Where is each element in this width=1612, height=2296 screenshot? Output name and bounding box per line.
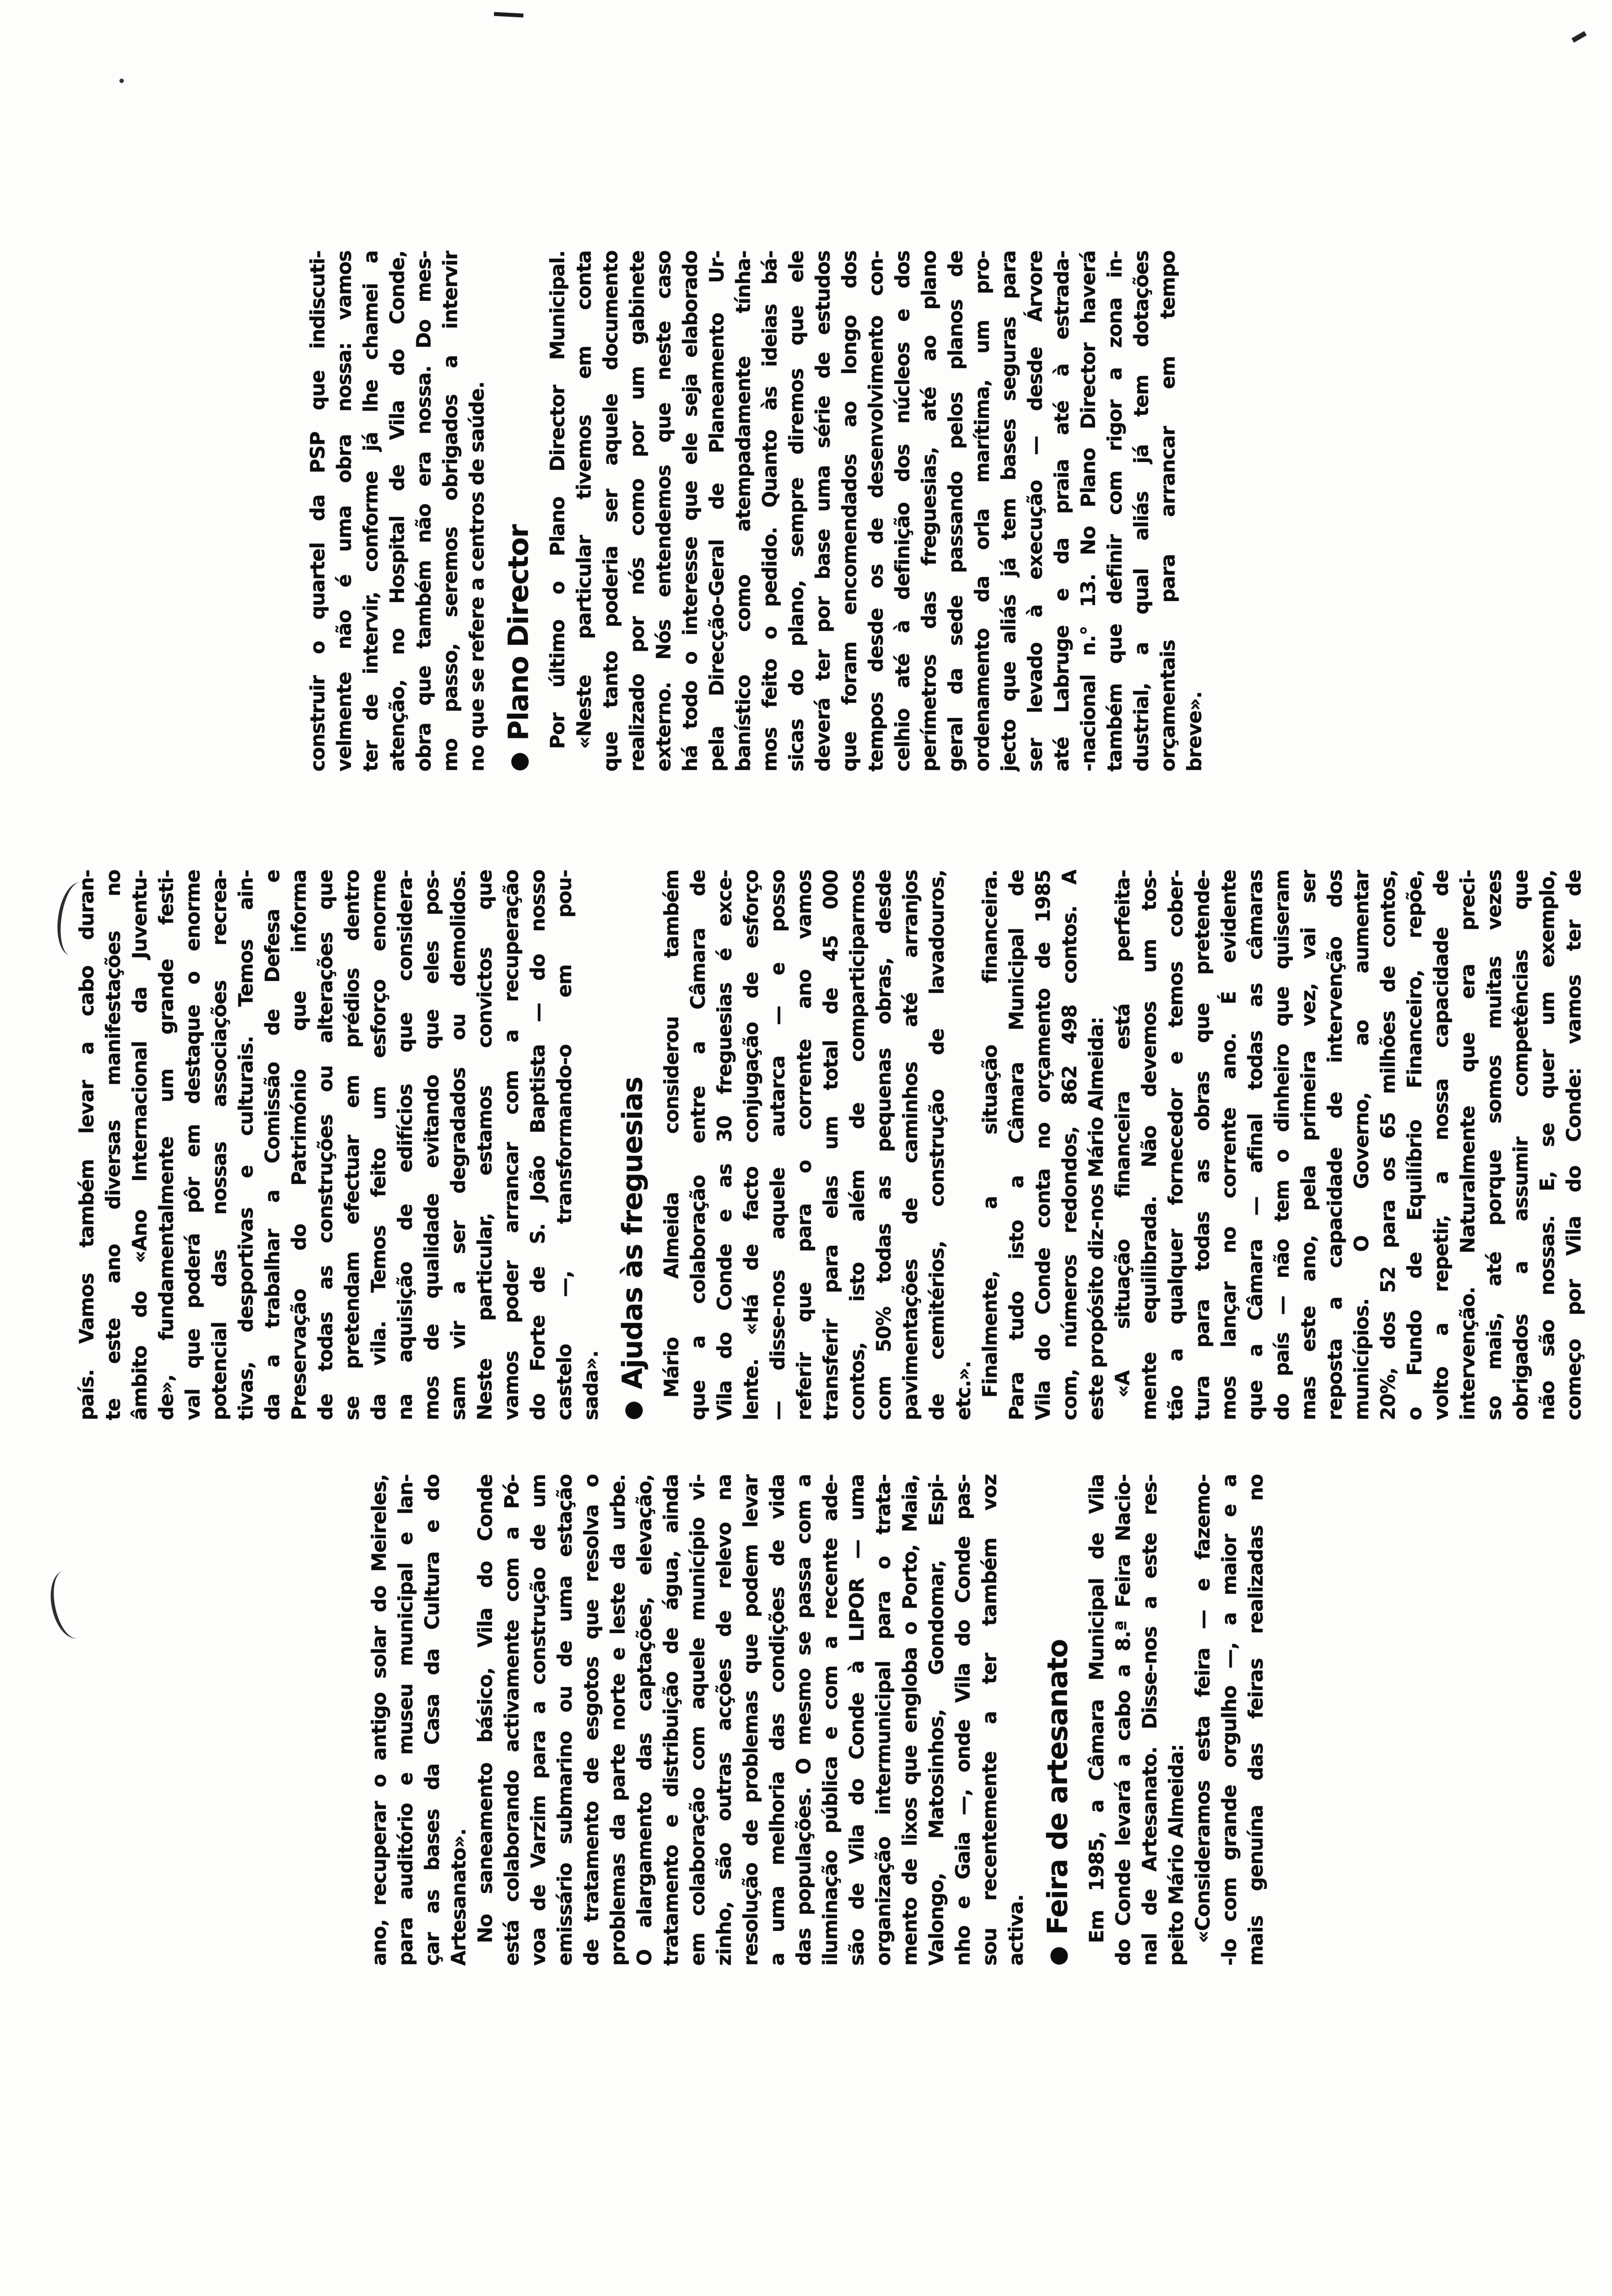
- text-line: mento de lixos que engloba o Porto, Maia,: [899, 1474, 921, 1966]
- text-line: vamos poder arrancar com a recuperação: [500, 870, 523, 1420]
- text-line: que foram encomendados ao longo dos: [838, 251, 861, 772]
- text-line: iluminação pública e com a recente ade-: [819, 1474, 842, 1966]
- text-line: a uma melhoria das condições de vida: [766, 1474, 789, 1966]
- text-line: até Labruge e da praia até à estrada-: [1051, 251, 1073, 772]
- text-line: está colaborando activamente com a Pó-: [501, 1474, 523, 1966]
- text-line: banístico como atempadamente tínha-: [732, 251, 755, 772]
- paragraph: [977, 870, 1110, 1420]
- text-line: organização intermunicipal para o trata-: [872, 1474, 895, 1966]
- section-heading: [1042, 1474, 1075, 1966]
- text-line: de tratamento de esgotos que resolva o: [580, 1474, 603, 1966]
- text-line: começo por Vila do Conde: vamos ter de: [1563, 870, 1585, 1420]
- text-line: mais genuína das feiras realizadas no: [1245, 1474, 1267, 1966]
- text-line: Neste particular, estamos convictos que: [474, 870, 496, 1420]
- text-line: O alargamento das captações, elevação,: [633, 1474, 656, 1966]
- text-line: çar as bases da Casa da Cultura e do: [421, 1474, 444, 1966]
- text-line: Mário Almeida considerou também: [661, 870, 683, 1398]
- text-line: 20%, dos 52 para os 65 milhões de contos,: [1377, 870, 1400, 1420]
- text-line: Artesanato».: [448, 1829, 470, 1966]
- text-line: «Neste particular tivemos em conta: [573, 251, 596, 749]
- text-line: castelo —, transformando-o em pou-: [553, 870, 576, 1420]
- text-line: sou recentemente a ter também voz: [979, 1474, 1001, 1966]
- text-line: so mais, até porque somos muitas vezes: [1483, 870, 1506, 1420]
- text-line: mo passo, seremos obrigados a intervir: [439, 251, 462, 772]
- text-line: celhio até à definição dos núcleos e dos: [892, 251, 914, 772]
- text-line: sada».: [580, 1350, 603, 1420]
- text-line: lente. «Há de facto conjugação de esforço: [740, 870, 763, 1420]
- text-line: do Conde levará a cabo a 8.ª Feira Nacio-: [1112, 1474, 1135, 1966]
- paragraph: [472, 1474, 1030, 1966]
- text-line: mos feito o pedido. Quanto às ideias bá-: [759, 251, 781, 772]
- text-line: peito Mário Almeida:: [1165, 1744, 1188, 1966]
- text-line: este propósito diz-nos Mário Almeida:: [1085, 1017, 1108, 1420]
- text-line: deverá ter por base uma série de estudos: [812, 251, 835, 772]
- text-line: municípios. O Governo, ao aumentar: [1351, 870, 1373, 1420]
- text-line: — disse-nos aquele autarca — e posso: [767, 870, 789, 1420]
- text-line: para auditório e museu municipal e lan-: [395, 1474, 417, 1966]
- text-line: volto a repetir, a nossa capacidade de: [1430, 870, 1453, 1420]
- text-line: obrigados a assumir competências que: [1510, 870, 1532, 1420]
- text-line: perímetros das freguesias, até ao plano: [918, 251, 941, 772]
- text-line: No saneamento básico, Vila do Conde: [474, 1474, 497, 1943]
- text-line: Vila do Conde e as 30 freguesias é exce-: [714, 870, 736, 1420]
- text-line: há todo o interesse que ele seja elaborado: [679, 251, 702, 772]
- section-heading: [503, 251, 536, 772]
- text-line: país. Vamos também levar a cabo duran-: [76, 870, 98, 1420]
- text-line: realizado por nós como por um gabinete: [626, 251, 649, 772]
- text-line: contos, isto além de comparticiparmos: [846, 870, 869, 1420]
- text-line: velmente não é uma obra nossa: vamos: [333, 251, 356, 772]
- text-line: tão a qualquer fornecedor e temos cober-: [1165, 870, 1187, 1420]
- bullet-icon: ●: [1044, 1946, 1070, 1966]
- text-line: Por último o Plano Director Municipal.: [547, 251, 569, 749]
- text-line: problemas da parte norte e leste da urbe.: [607, 1474, 630, 1966]
- text-line: Em 1985, a Câmara Municipal de Vila: [1086, 1474, 1108, 1943]
- paragraph: [74, 870, 604, 1420]
- text-line: «Consideramos esta feira — e fazemo-: [1192, 1474, 1214, 1943]
- text-line: que a colaboração entre a Câmara de: [687, 870, 710, 1420]
- text-line: breve».: [1183, 691, 1206, 772]
- text-line: potencial das nossas associações recrea-: [208, 870, 231, 1420]
- text-line: não são nossas. E, se quer um exemplo,: [1536, 870, 1559, 1420]
- text-line: pela Direcção-Geral de Planeamento Ur-: [706, 251, 728, 772]
- text-line: âmbito do «Ano Internacional da Juventu-: [129, 870, 151, 1420]
- bullet-icon: ●: [619, 1401, 645, 1420]
- text-line: que tanto poderia ser aquele documento: [600, 251, 622, 772]
- section-heading: [617, 870, 650, 1420]
- text-line: nal de Artesanato. Disse-nos a este res-: [1139, 1474, 1161, 1966]
- text-line: Vila do Conde conta no orçamento de 1985: [1032, 870, 1055, 1420]
- text-line: «A situação financeira está perfeita-: [1112, 870, 1134, 1398]
- text-line: das populações. O mesmo se passa com a: [793, 1474, 815, 1966]
- text-line: resolução de problemas que podem levar: [740, 1474, 762, 1966]
- text-line: referir que para o corrente ano vamos: [793, 870, 816, 1420]
- article-column-2: [74, 870, 1587, 1420]
- text-line: com 50% todas as pequenas obras, desde: [873, 870, 895, 1420]
- paragraph: [305, 251, 490, 772]
- text-line: zinho, são outras acções de relevo na: [713, 1474, 736, 1966]
- paragraph: [571, 251, 1208, 772]
- text-line: sicas do plano, sempre diremos que ele: [785, 251, 808, 772]
- text-line: na aquisição de edifícios que considera-: [394, 870, 417, 1420]
- text-line: reposta a capacidade de intervenção dos: [1324, 870, 1347, 1420]
- text-line: de cemitérios, construção de lavadouros,: [926, 870, 949, 1420]
- paragraph: [1084, 1474, 1190, 1966]
- text-line: ano, recuperar o antigo solar do Meireles,: [368, 1474, 391, 1966]
- text-line: de», fundamentalmente um grande festi-: [155, 870, 178, 1420]
- text-line: te este ano diversas manifestações no: [102, 870, 125, 1420]
- text-line: -lo com grande orgulho —, a maior e a: [1218, 1474, 1241, 1966]
- text-line: mente equilibrada. Não devemos um tos-: [1138, 870, 1161, 1420]
- text-line: jecto que aliás já tem bases seguras para: [998, 251, 1020, 772]
- text-line: se pretendam efectuar em prédios dentro: [341, 870, 364, 1420]
- bullet-icon: ●: [505, 752, 531, 772]
- text-line: tratamento e distribuição de água, ainda: [660, 1474, 683, 1966]
- text-line: nho e Gaia —, onde Vila do Conde pas-: [952, 1474, 975, 1966]
- text-line: tempos desde os de desenvolvimento con-: [865, 251, 888, 772]
- text-line: também que definir com rigor a zona in-: [1104, 251, 1126, 772]
- section-heading-text: Ajudas às freguesias: [617, 1077, 649, 1389]
- text-line: o Fundo de Equilíbrio Financeiro, repõe,: [1404, 870, 1426, 1420]
- text-line: ser levado à execução — desde Árvore: [1024, 251, 1047, 772]
- paragraph: [545, 251, 571, 772]
- text-line: de todas as construções ou alterações que: [315, 870, 337, 1420]
- text-line: ordenamento da orla marítima, um pro-: [971, 251, 994, 772]
- text-line: atenção, no Hospital de Vila do Conde,: [386, 251, 409, 772]
- text-line: do Forte de S. João Baptista — do nosso: [527, 870, 549, 1420]
- text-line: obra que também não era nossa. Do mes-: [413, 251, 435, 772]
- text-line: do país — não tem o dinheiro que quiseram: [1271, 870, 1294, 1420]
- text-line: sam vir a ser degradados ou demolidos.: [447, 870, 470, 1420]
- text-line: voa de Varzim para a construção de um: [527, 1474, 550, 1966]
- text-line: com, números redondos, 862 498 contos. A: [1059, 870, 1081, 1420]
- text-line: -nacional n.° 13. No Plano Director haverá: [1077, 251, 1100, 772]
- paragraph: [659, 870, 977, 1420]
- paragraph: [1190, 1474, 1269, 1966]
- text-line: val que poderá pôr em destaque o enorme: [182, 870, 204, 1420]
- text-line: ter de intervir, conforme já lhe chamei a: [360, 251, 382, 772]
- text-line: mos de qualidade evitando que eles pos-: [421, 870, 443, 1420]
- text-line: que a Câmara — afinal todas as câmaras: [1244, 870, 1267, 1420]
- article-column-3: [305, 251, 1208, 772]
- text-line: activa.: [1005, 1894, 1028, 1966]
- text-line: emissário submarino ou de uma estação: [554, 1474, 576, 1966]
- text-line: Preservação do Património que informa: [288, 870, 311, 1420]
- text-line: etc.».: [952, 1361, 975, 1420]
- text-line: mos lançar no corrente ano. É evidente: [1218, 870, 1240, 1420]
- text-line: da a trabalhar a Comissão de Defesa e: [261, 870, 284, 1420]
- text-line: Para tudo isto a Câmara Municipal de: [1006, 870, 1028, 1420]
- paragraph: [366, 1474, 472, 1966]
- text-line: no que se refere a centros de saúde.: [466, 381, 489, 772]
- paragraph: [1110, 870, 1587, 1420]
- section-heading-text: Feira de artesanato: [1042, 1639, 1074, 1935]
- text-line: intervenção. Naturalmente que era preci-: [1457, 870, 1479, 1420]
- text-line: Finalmente, a situação financeira.: [979, 870, 1002, 1398]
- text-line: orçamentais para arrancar em tempo: [1157, 251, 1180, 772]
- text-line: são de Vila do Conde à LIPOR — uma: [846, 1474, 868, 1966]
- text-line: geral da sede passando pelos planos de: [945, 251, 967, 772]
- text-line: tivas, desportivas e culturais. Temos ain-: [235, 870, 258, 1420]
- text-line: externo. Nós entendemos que neste caso: [653, 251, 675, 772]
- text-line: da vila. Temos feito um esforço enorme: [368, 870, 390, 1420]
- text-line: Valongo, Matosinhos, Gondomar, Espi-: [925, 1474, 948, 1966]
- text-line: transferir para elas um total de 45 000: [820, 870, 842, 1420]
- text-line: tura para todas as obras que pretende-: [1191, 870, 1214, 1420]
- section-heading-text: Plano Director: [503, 524, 535, 741]
- article-column-1: [366, 1474, 1269, 1966]
- text-line: em colaboração com aquele município vi-: [687, 1474, 709, 1966]
- scan-artifact-dot: [119, 79, 124, 83]
- text-line: construir o quartel da PSP que indiscuti-: [307, 251, 329, 772]
- text-line: mas este ano, pela primeira vez, vai ser: [1297, 870, 1320, 1420]
- text-line: pavimentações de caminhos até arranjos: [899, 870, 922, 1420]
- text-line: dustrial, a qual aliás já tem dotações: [1130, 251, 1153, 772]
